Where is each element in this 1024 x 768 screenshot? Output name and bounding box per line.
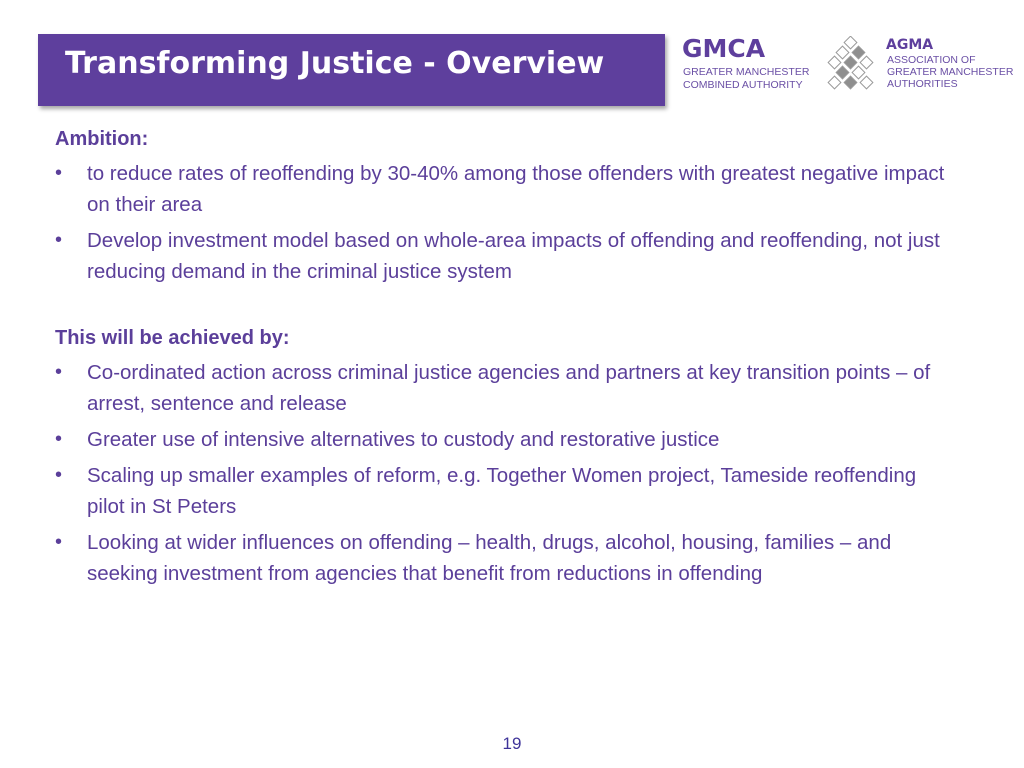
bullet-text: Scaling up smaller examples of reform, e.g. Together Women project, Tameside reoffending pilot in St Peters [87,464,917,518]
bullet-item [55,158,955,220]
bullet-item [55,225,955,287]
agma-subtitle-line: AUTHORITIES [887,78,958,90]
bullet-glyph: • [55,428,63,450]
bullet-text: Looking at wider influences on offending – health, drugs, alcohol, housing, families – and seeking investment from agencies that benefit from reductions in offending [87,531,892,585]
bullet-item [55,527,955,589]
achieved-by-bullet-list [55,357,955,589]
bullet-text: Co-ordinated action across criminal justice agencies and partners at key transition points – of arrest, sentence and release [87,361,931,415]
agma-subtitle-line: ASSOCIATION OF [887,54,976,66]
bullet-item [55,424,955,455]
agma-cubes-icon [822,36,882,96]
section-heading-ambition: Ambition: [55,128,149,150]
agma-subtitle [887,54,1013,90]
logo-strip [680,34,1020,96]
agma-subtitle-line: GREATER MANCHESTER [887,66,1014,78]
bullet-glyph: • [55,229,63,251]
title-banner [38,34,665,106]
agma-logo: AGMA [886,37,934,53]
ambition-bullet-list [55,158,955,287]
section-heading-achieved-by: This will be achieved by: [55,327,290,349]
bullet-glyph: • [55,531,63,553]
gmca-subtitle-line: COMBINED AUTHORITY [683,79,803,91]
bullet-glyph: • [55,162,63,184]
slide-body [55,125,955,589]
bullet-text: Greater use of intensive alternatives to custody and restorative justice [87,428,720,451]
bullet-glyph: • [55,361,63,383]
page-number: 19 [502,734,522,753]
bullet-item [55,460,955,522]
gmca-logo: GMCA [682,34,766,63]
slide-title: Transforming Justice - Overview [65,46,605,81]
bullet-glyph: • [55,464,63,486]
gmca-subtitle [683,66,809,92]
bullet-item [55,357,955,419]
gmca-subtitle-line: GREATER MANCHESTER [683,66,810,78]
bullet-text: Develop investment model based on whole-area impacts of offending and reoffending, not just reducing demand in the criminal justice system [87,229,940,283]
bullet-text: to reduce rates of reoffending by 30-40% among those offenders with greatest negative impact on their area [87,162,945,216]
